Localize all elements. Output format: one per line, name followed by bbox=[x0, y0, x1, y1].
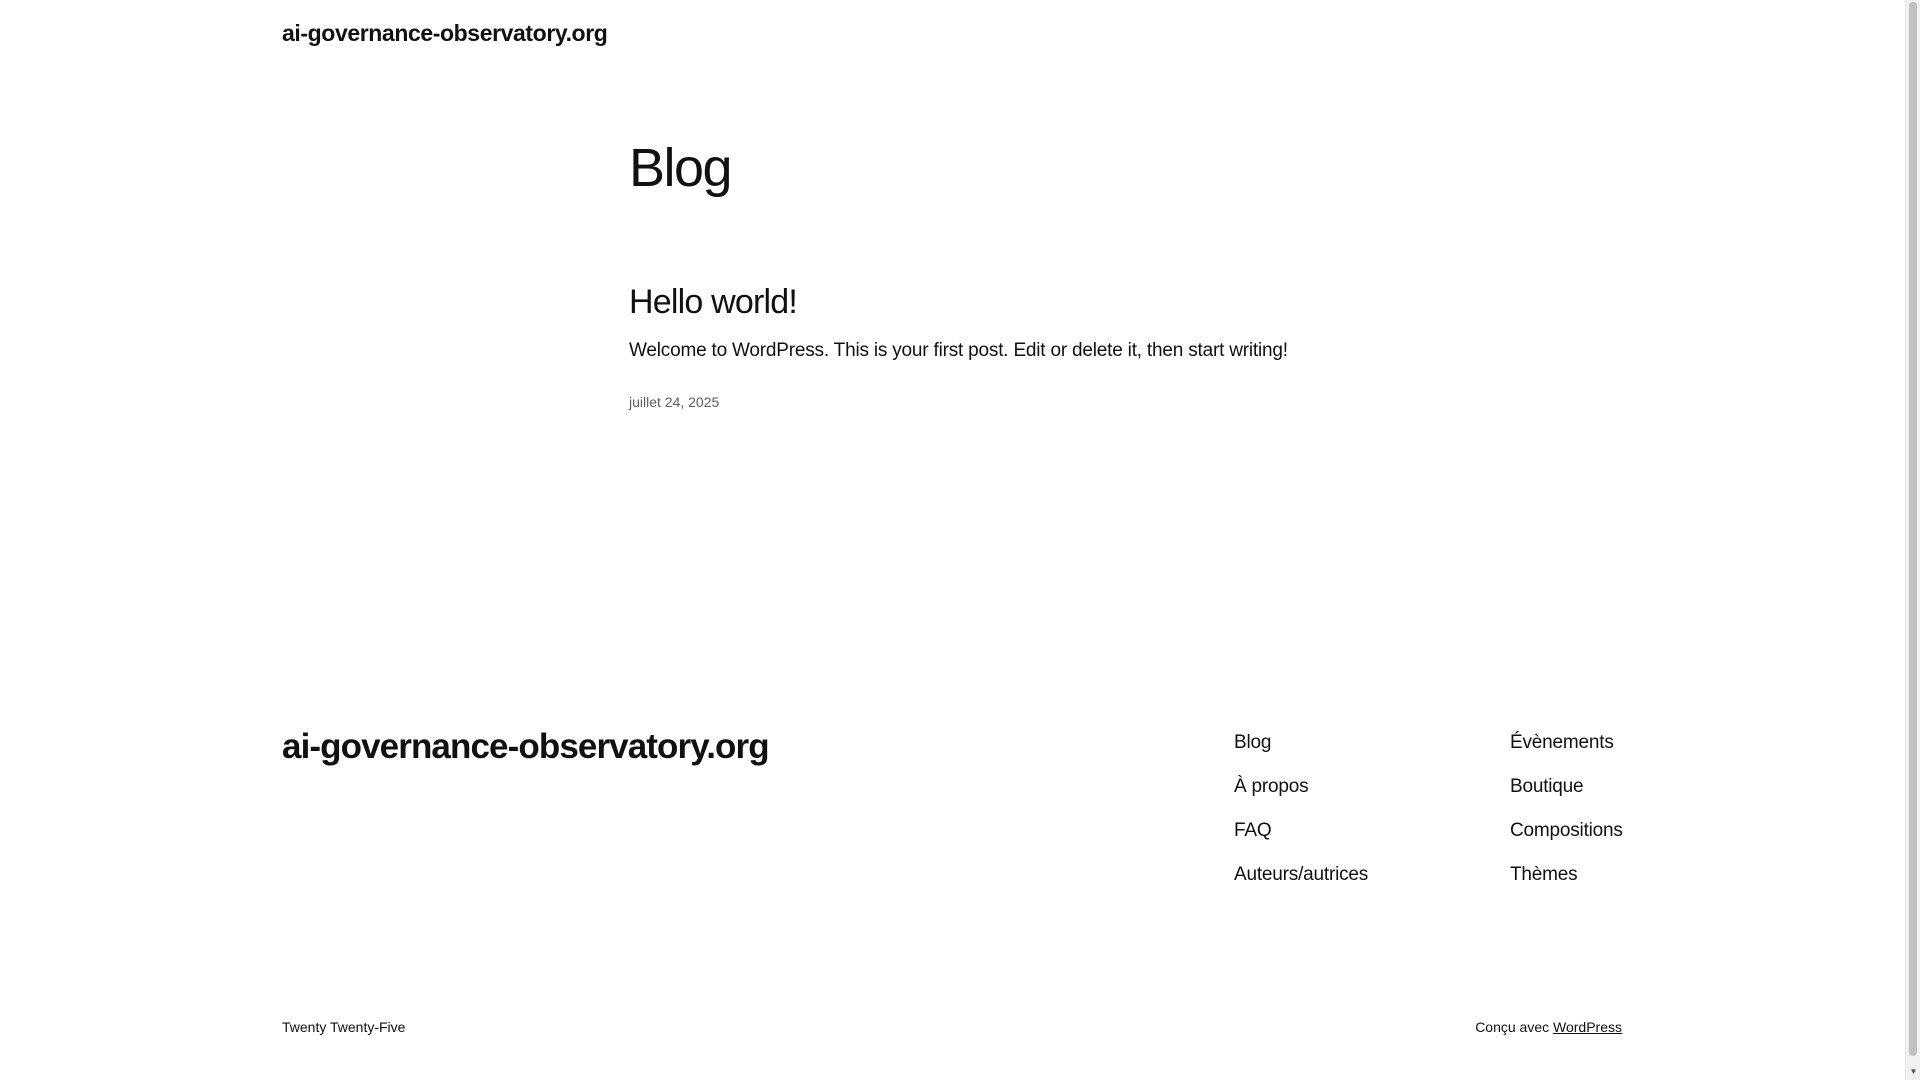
page-title: Blog bbox=[629, 138, 732, 198]
post-title-link[interactable]: Hello world! bbox=[629, 283, 798, 321]
footer-link-compositions[interactable]: Compositions bbox=[1510, 820, 1623, 841]
footer-link-boutique[interactable]: Boutique bbox=[1510, 776, 1584, 797]
theme-credit: Twenty Twenty-Five bbox=[282, 1019, 406, 1035]
footer-link-themes[interactable]: Thèmes bbox=[1510, 864, 1578, 885]
powered-by-credit bbox=[1475, 1019, 1622, 1035]
footer-nav-column-1 bbox=[1234, 730, 1368, 906]
footer-link-a-propos[interactable]: À propos bbox=[1234, 776, 1309, 797]
footer-link-evenements[interactable]: Évènements bbox=[1510, 732, 1614, 753]
footer-link-auteurs[interactable]: Auteurs/autrices bbox=[1234, 864, 1369, 885]
scrollbar-thumb[interactable] bbox=[1909, 2, 1917, 1056]
footer-link-faq[interactable]: FAQ bbox=[1234, 820, 1272, 841]
powered-by-prefix: Conçu avec bbox=[1475, 1019, 1550, 1035]
vertical-scrollbar[interactable] bbox=[1905, 0, 1920, 1080]
post-item bbox=[629, 280, 1329, 410]
caret-down-icon[interactable]: ▼ bbox=[1909, 1067, 1918, 1076]
footer-nav-column-2 bbox=[1510, 730, 1623, 906]
header-site-title-link[interactable]: ai-governance-observatory.org bbox=[282, 20, 608, 46]
post-date: juillet 24, 2025 bbox=[629, 394, 720, 410]
post-excerpt: Welcome to WordPress. This is your first post. Edit or delete it, then start writing! bbox=[629, 340, 1288, 361]
footer-link-blog[interactable]: Blog bbox=[1234, 732, 1272, 753]
footer-site-title-link[interactable]: ai-governance-observatory.org bbox=[282, 727, 769, 766]
wordpress-link[interactable]: WordPress bbox=[1553, 1019, 1622, 1035]
